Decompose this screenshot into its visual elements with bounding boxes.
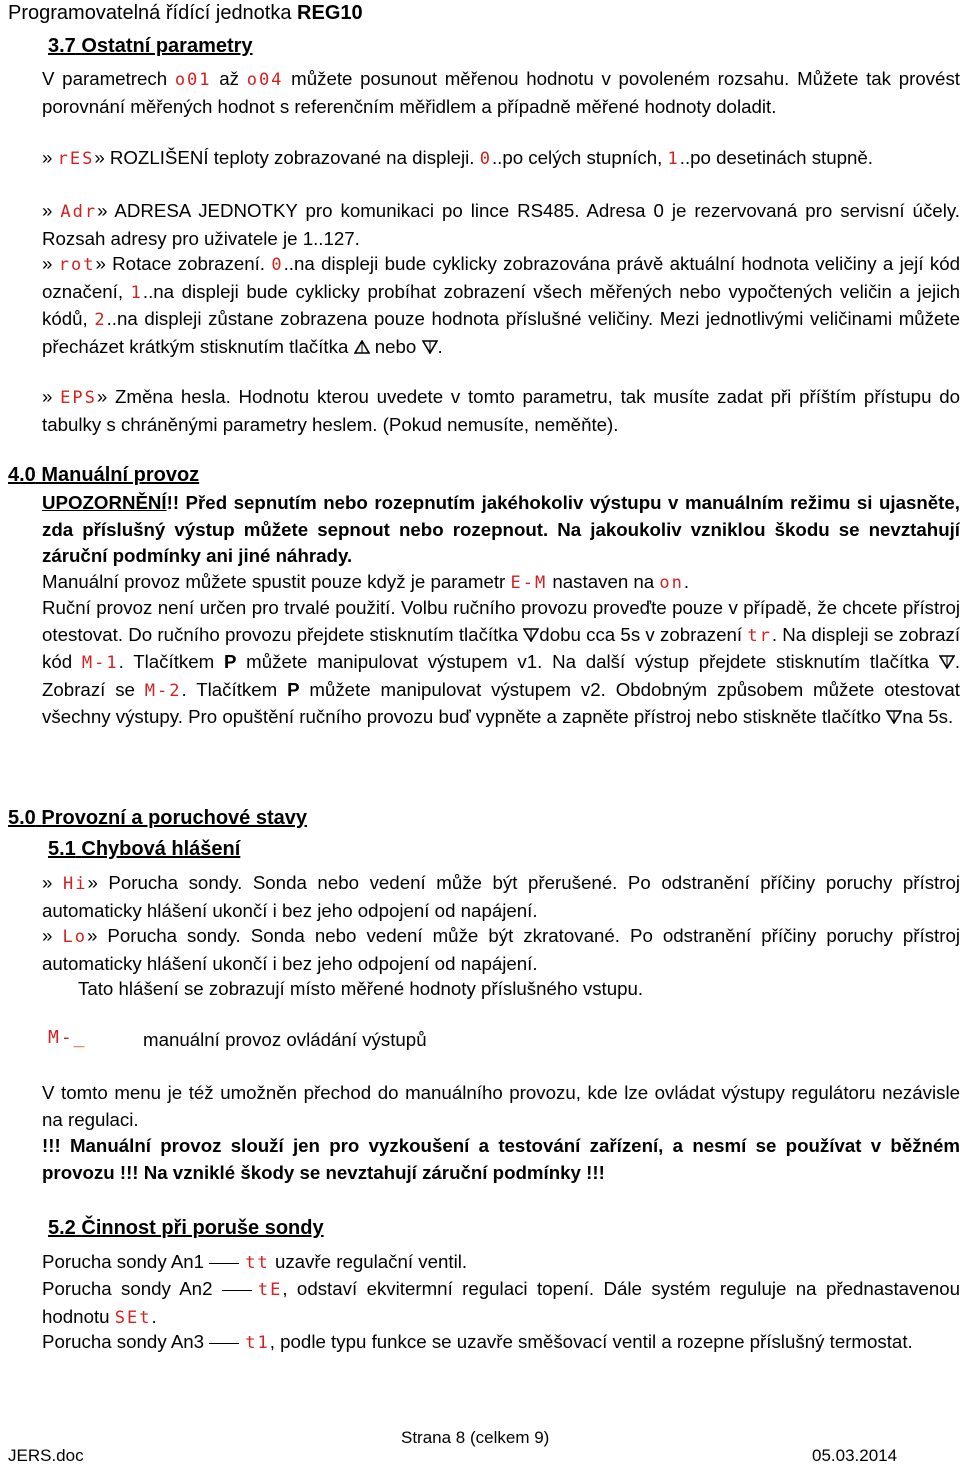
text: V tomto menu je též umožněn přechod do manuálního provozu, kde lze ovládat výstupy regulátoru nezávisle na regulaci.	[42, 1082, 960, 1130]
paragraph-manual-warning	[42, 1133, 960, 1186]
display-code: EPS	[60, 388, 97, 408]
display-code: M-_	[48, 1027, 87, 1048]
paragraph-offset	[42, 66, 960, 120]
display-code: E-M	[510, 573, 548, 593]
text: . Tlačítkem	[181, 678, 288, 700]
text: ..na displeji zůstane zobrazena pouze hodnota příslušné veličiny. Mezi jednotlivými veličinami můžete přecházet krátkým stisknutím tlačítka	[42, 308, 960, 357]
triangle-down-icon	[886, 710, 902, 724]
text: Porucha sondy An2	[42, 1278, 222, 1299]
text: můžete posunout měřenou hodnotu v povoleném rozsahu. Můžete tak provést porovnání měřených hodnot s referenčním měřidlem a případně měřené hodnoty doladit.	[42, 68, 960, 117]
text: » Rotace zobrazení.	[95, 253, 272, 274]
warning-paragraph	[42, 490, 960, 570]
display-code: 1	[130, 282, 143, 303]
display-code: M-2	[144, 680, 182, 701]
display-code: 2	[94, 310, 107, 331]
paragraph-an1	[42, 1249, 960, 1277]
warning-title: UPOZORNĚNÍ	[42, 492, 167, 513]
text: Manuální provoz můžete spustit pouze když je parametr	[42, 571, 511, 592]
display-code: o01	[174, 70, 212, 90]
text: Porucha sondy An1	[42, 1251, 210, 1272]
section-heading-5-1	[48, 838, 240, 861]
section-title: Ostatní parametry	[81, 35, 253, 57]
display-code: 0	[271, 255, 284, 275]
text: » ROZLIŠENÍ teploty zobrazované na displeji.	[94, 147, 480, 168]
document-header	[8, 2, 363, 25]
text: ..po celých stupních,	[491, 147, 668, 168]
section-number: 3.7	[48, 35, 76, 57]
p-key: P	[223, 651, 237, 673]
display-code: tt	[245, 1253, 270, 1273]
p-key: P	[287, 678, 300, 700]
display-code: 0	[479, 149, 492, 169]
text: » Porucha sondy. Sonda nebo vedení může být přerušené. Po odstranění příčiny poruchy přístroj automaticky hlášení ukončí i bez jeho odpojení od napájení.	[42, 872, 960, 921]
text: uzavře regulační ventil.	[269, 1251, 468, 1272]
display-code: tE	[257, 1280, 283, 1300]
paragraph-hi	[42, 870, 960, 924]
paragraph-menu	[42, 1080, 960, 1133]
section-title: Provozní a poruchové stavy	[41, 807, 308, 829]
header-model: REG10	[297, 2, 363, 24]
triangle-up-icon	[354, 340, 370, 354]
paragraph-an2	[42, 1276, 960, 1331]
manual-code-description	[143, 1027, 843, 1054]
text: Ruční provoz není určen pro trvalé použití. Volbu ručního provozu proveďte pouze v případě, že chcete přístroj otestovat. Do ručního provozu přejdete stisknutím tlačítka	[42, 597, 960, 645]
text: nastaven na	[547, 571, 660, 592]
text: ..na displeji bude cyklicky probíhat zobrazení všech měřených nebo vypočtených veličin a jejich kódů,	[42, 280, 960, 330]
paragraph-eps	[42, 384, 960, 438]
display-code: Adr	[60, 202, 98, 222]
text: »	[42, 253, 59, 274]
section-number: 5.2	[48, 1217, 76, 1239]
text: . Na displeji se zobrazí kód	[42, 623, 960, 673]
display-code: rES	[57, 149, 95, 169]
footer-page: Strana 8 (celkem 9)	[401, 1428, 550, 1447]
header-title: Programovatelná řídící jednotka	[8, 2, 298, 24]
section-title: Činnost při poruše sondy	[81, 1217, 324, 1239]
text: »	[42, 147, 58, 168]
manual-code-line	[48, 1027, 87, 1048]
text: až	[211, 68, 247, 89]
triangle-down-icon	[422, 340, 438, 354]
text: manuální provoz ovládání výstupů	[143, 1029, 427, 1050]
text: můžete manipulovat výstupem v1. Na další výstup přejdete stisknutím tlačítka	[236, 651, 939, 673]
display-code: t1	[245, 1333, 270, 1353]
dash-line	[209, 1343, 239, 1344]
paragraph-res	[42, 145, 960, 173]
text: . Tlačítkem	[118, 651, 224, 673]
triangle-down-icon	[523, 628, 539, 642]
warning-text: !! Před sepnutím nebo rozepnutím jakéhokoliv výstupu v manuálním režimu si ujasněte, zda příslušný výstup můžete sepnout nebo rozepnout. Na jakoukoliv vzniklou škodu se nevztahují záruční podmínky ani jiné náhrady.	[42, 492, 960, 567]
text: »	[42, 386, 61, 407]
section-heading-3-7	[48, 35, 253, 58]
section-number: 4.0	[8, 464, 36, 486]
text: .	[437, 335, 443, 357]
text: ..po desetinách stupně.	[679, 147, 873, 168]
text: .	[151, 1305, 157, 1327]
paragraph-rot	[42, 251, 960, 360]
paragraph-note	[78, 976, 938, 1003]
text: »	[42, 872, 63, 893]
text: , odstaví ekvitermní regulaci topení. Dále systém reguluje na přednastavenou hodnotu	[42, 1278, 960, 1327]
display-code: Lo	[62, 927, 87, 947]
paragraph-manual-mode	[42, 595, 960, 731]
text: na 5s.	[902, 706, 954, 728]
section-heading-5-0	[8, 807, 307, 830]
text: » Změna hesla. Hodnotu kterou uvedete v tomto parametru, tak musíte zadat při příštím přístupu do tabulky s chráněnými parametry heslem. (Pokud nemusíte, neměňte).	[42, 386, 960, 435]
text: nebo	[369, 335, 422, 357]
section-title: Manuální provoz	[41, 464, 200, 486]
section-heading-4-0	[8, 464, 199, 487]
text: .	[683, 571, 690, 592]
paragraph-adr	[42, 198, 960, 252]
section-number: 5.0	[8, 807, 36, 829]
text: Porucha sondy An3	[42, 1331, 210, 1352]
paragraph-an3	[42, 1329, 960, 1357]
text: Tato hlášení se zobrazují místo měřené hodnoty příslušného vstupu.	[78, 978, 644, 999]
display-code: o04	[246, 70, 284, 90]
section-title: Chybová hlášení	[81, 838, 241, 860]
footer-file: JERS.doc	[8, 1446, 84, 1465]
dash-line	[209, 1263, 239, 1264]
display-code: M-1	[81, 653, 119, 674]
text: »	[42, 200, 61, 221]
text: dobu cca 5s v zobrazení	[539, 623, 748, 645]
text: , podle typu funkce se uzavře směšovací ventil a rozepne příslušný termostat.	[269, 1331, 913, 1352]
display-code: SEt	[114, 1307, 152, 1328]
section-heading-5-2	[48, 1217, 324, 1240]
display-code: 1	[667, 149, 680, 169]
text: ..na displeji bude cyklicky zobrazována právě aktuální hodnota veličiny a její kód označení,	[42, 253, 960, 302]
display-code: tr	[747, 625, 772, 646]
text: » ADRESA JEDNOTKY pro komunikaci po lince RS485. Adresa 0 je rezervovaná pro servisní účely. Rozsah adresy pro uživatele je 1..127.	[42, 200, 960, 249]
footer-date: 05.03.2014	[812, 1446, 898, 1465]
section-number: 5.1	[48, 838, 76, 860]
text: » Porucha sondy. Sonda nebo vedení může být zkratované. Po odstranění příčiny poruchy přístroj automaticky hlášení ukončí i bez jeho odpojení od napájení.	[42, 925, 960, 974]
triangle-down-icon	[939, 655, 955, 669]
text: !!! Manuální provoz slouží jen pro vyzkoušení a testování zařízení, a nesmí se používat v běžném provozu !!! Na vzniklé škody se nevztahují záruční podmínky !!!	[42, 1135, 960, 1183]
display-code: Hi	[62, 874, 88, 894]
paragraph-manual-start	[42, 569, 960, 597]
paragraph-lo	[42, 923, 960, 977]
text: »	[42, 925, 63, 946]
text: můžete manipulovat výstupem v2. Obdobným způsobem můžete otestovat všechny výstupy. Pro opuštění ručního provozu buď vypněte a zapněte přístroj nebo stiskněte tlačítko	[42, 678, 960, 728]
display-code: rot	[58, 255, 96, 275]
dash-line	[222, 1290, 252, 1291]
text: V parametrech	[42, 68, 175, 89]
display-code: on	[659, 573, 684, 593]
text: . Zobrazí se	[42, 651, 960, 700]
